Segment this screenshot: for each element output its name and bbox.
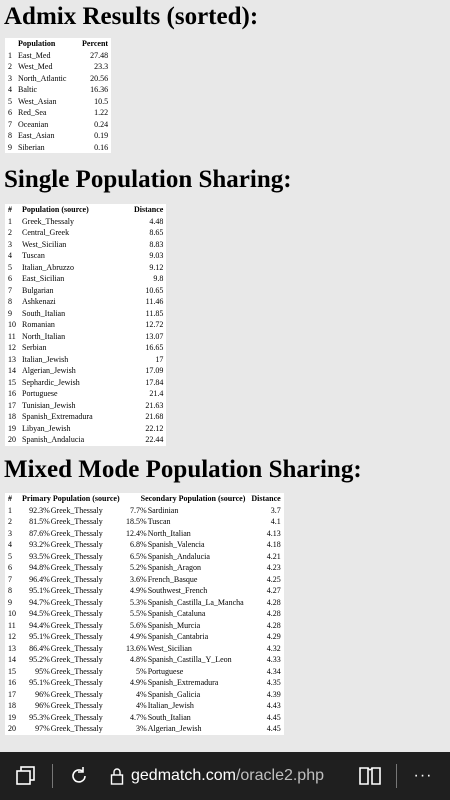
- row-number: 4: [8, 251, 12, 260]
- secondary-population: West_Sicilian: [147, 643, 192, 653]
- table-row: [5, 562, 284, 574]
- population-cell: South_Italian: [22, 308, 66, 318]
- single-population-table: [5, 204, 166, 446]
- secondary-percent: 7.7%: [130, 505, 147, 515]
- distance-cell: 4.27: [266, 586, 281, 595]
- distance-cell: 4.43: [266, 701, 281, 710]
- table-row: [5, 574, 284, 586]
- primary-population: Greek_Thessaly: [50, 701, 103, 710]
- column-header: #: [8, 494, 12, 503]
- table-row: [5, 296, 166, 308]
- population-cell: East_Asian: [18, 131, 55, 140]
- row-number: 15: [8, 666, 16, 676]
- primary-population: Greek_Thessaly: [50, 505, 103, 515]
- population-cell: North_Italian: [22, 331, 66, 341]
- reading-view-icon[interactable]: [358, 764, 382, 788]
- table-row: [5, 250, 166, 262]
- table-row: [5, 654, 284, 666]
- row-number: 5: [8, 551, 12, 561]
- secondary-population: Spanish_Andalucia: [147, 551, 210, 561]
- table-row: [5, 597, 284, 609]
- table-row: [5, 50, 111, 62]
- population-cell: Tuscan: [22, 251, 45, 260]
- value-cell: 17.09: [145, 366, 164, 375]
- secondary-percent: 12.4%: [126, 528, 147, 538]
- primary-percent: 93.2%: [29, 540, 50, 549]
- secondary-percent: 18.5%: [126, 517, 147, 526]
- table-row: [5, 723, 284, 735]
- population-cell: Red_Sea: [18, 108, 47, 117]
- table-row: [5, 505, 284, 517]
- primary-percent: 86.4%: [29, 643, 50, 653]
- primary-percent: 93.5%: [29, 551, 50, 561]
- primary-population: Greek_Thessaly: [50, 609, 103, 618]
- distance-cell: 4.33: [266, 655, 281, 664]
- row-number: 9: [8, 597, 12, 607]
- distance-cell: 4.39: [266, 689, 281, 699]
- table-row: [5, 677, 284, 689]
- table-row: [5, 377, 166, 389]
- value-cell: 10.5: [94, 96, 109, 106]
- column-header: [5, 38, 15, 50]
- column-header: Distance: [251, 494, 281, 503]
- distance-cell: 4.32: [266, 643, 281, 653]
- primary-population: Greek_Thessaly: [50, 632, 103, 641]
- table-row: [5, 354, 166, 366]
- secondary-population: Italian_Jewish: [147, 701, 194, 710]
- row-number: 6: [8, 274, 12, 283]
- distance-cell: 4.35: [266, 678, 281, 687]
- population-cell: Tunisian_Jewish: [22, 400, 76, 410]
- table-row: [5, 331, 166, 343]
- primary-population: Greek_Thessaly: [50, 712, 103, 722]
- value-cell: 8.83: [149, 239, 164, 249]
- population-cell: East_Sicilian: [22, 274, 65, 283]
- browser-bottom-bar: [0, 752, 450, 800]
- row-number: 4: [8, 540, 12, 549]
- value-cell: 12.72: [145, 320, 164, 329]
- primary-percent: 94.5%: [29, 609, 50, 618]
- value-cell: 0.19: [94, 131, 109, 140]
- table-row: [5, 319, 166, 331]
- row-number: 7: [8, 119, 12, 129]
- table-row: [5, 643, 284, 655]
- secondary-percent: 4%: [136, 701, 147, 710]
- population-cell: Siberian: [18, 142, 45, 152]
- address-bar[interactable]: [131, 767, 324, 785]
- secondary-percent: 4%: [136, 689, 147, 699]
- table-row: [5, 365, 166, 377]
- secondary-percent: 3%: [136, 724, 147, 733]
- column-header: Distance: [134, 205, 164, 214]
- row-number: 16: [8, 389, 16, 398]
- row-number: 3: [8, 528, 12, 538]
- row-number: 5: [8, 96, 12, 106]
- row-number: 17: [8, 400, 16, 410]
- population-cell: Libyan_Jewish: [22, 423, 71, 433]
- row-number: 2: [8, 228, 12, 237]
- row-number: 20: [8, 724, 16, 733]
- primary-population: Greek_Thessaly: [50, 620, 103, 630]
- divider: [396, 764, 397, 788]
- primary-population: Greek_Thessaly: [50, 563, 103, 572]
- population-cell: Spanish_Extremadura: [22, 412, 93, 421]
- row-number: 8: [8, 297, 12, 306]
- row-number: 13: [8, 643, 16, 653]
- column-header: Population (source): [22, 205, 89, 214]
- distance-cell: 4.28: [266, 597, 281, 607]
- value-cell: 10.65: [145, 285, 164, 295]
- value-cell: 0.24: [94, 119, 109, 129]
- mixed-mode-title: Mixed Mode Population Sharing:: [4, 456, 362, 483]
- secondary-population: Southwest_French: [147, 586, 208, 595]
- secondary-population: Spanish_Cataluna: [147, 609, 206, 618]
- row-number: 17: [8, 689, 16, 699]
- table-row: [5, 689, 284, 701]
- primary-population: Greek_Thessaly: [50, 724, 103, 733]
- table-row: [5, 712, 284, 724]
- secondary-percent: 4.9%: [130, 632, 147, 641]
- value-cell: 22.12: [145, 423, 164, 433]
- primary-population: Greek_Thessaly: [50, 597, 103, 607]
- value-cell: 9.12: [149, 262, 164, 272]
- population-cell: East_Med: [18, 50, 51, 60]
- value-cell: 21.63: [145, 400, 164, 410]
- row-number: 12: [8, 343, 16, 352]
- table-row: [5, 631, 284, 643]
- table-row: [5, 608, 284, 620]
- table-row: [5, 130, 111, 142]
- population-cell: Portuguese: [22, 389, 58, 398]
- secondary-population: Spanish_Valencia: [147, 540, 205, 549]
- row-number: 14: [8, 366, 16, 375]
- column-header: Percent: [82, 39, 109, 48]
- table-row: [5, 516, 284, 528]
- single-population-title: Single Population Sharing:: [4, 166, 292, 193]
- table-row: [5, 216, 166, 228]
- secondary-percent: 4.9%: [130, 586, 147, 595]
- column-header: Population: [18, 39, 56, 48]
- row-number: 6: [8, 563, 12, 572]
- primary-percent: 96%: [35, 701, 50, 710]
- population-cell: Oceanian: [18, 119, 49, 129]
- primary-percent: 94.7%: [29, 597, 50, 607]
- row-number: 15: [8, 377, 16, 387]
- population-cell: Bulgarian: [22, 285, 54, 295]
- primary-population: Greek_Thessaly: [50, 540, 103, 549]
- value-cell: 8.65: [149, 228, 164, 237]
- table-row: [5, 666, 284, 678]
- table-row: [5, 73, 111, 85]
- population-cell: West_Med: [18, 62, 53, 71]
- distance-cell: 4.23: [266, 563, 281, 572]
- population-cell: Algerian_Jewish: [22, 366, 76, 375]
- value-cell: 4.48: [149, 216, 164, 226]
- primary-population: Greek_Thessaly: [50, 528, 103, 538]
- refresh-icon[interactable]: [67, 764, 91, 788]
- table-row: [5, 61, 111, 73]
- population-cell: Ashkenazi: [22, 297, 56, 306]
- table-row: [5, 434, 166, 446]
- secondary-population: Spanish_Castilla_La_Mancha: [147, 597, 244, 607]
- table-row: [5, 411, 166, 423]
- secondary-population: Spanish_Aragon: [147, 563, 202, 572]
- row-number: 19: [8, 712, 16, 722]
- primary-population: Greek_Thessaly: [50, 689, 103, 699]
- table-row: [5, 423, 166, 435]
- url-path: /oracle2.php: [235, 767, 324, 784]
- distance-cell: 4.45: [266, 724, 281, 733]
- secondary-population: Portuguese: [147, 666, 184, 676]
- primary-percent: 92.3%: [29, 505, 50, 515]
- value-cell: 20.56: [90, 73, 109, 83]
- value-cell: 1.22: [94, 108, 109, 117]
- row-number: 6: [8, 108, 12, 117]
- population-cell: Central_Greek: [22, 228, 70, 237]
- primary-population: Greek_Thessaly: [50, 655, 103, 664]
- row-number: 18: [8, 412, 16, 421]
- distance-cell: 4.28: [266, 620, 281, 630]
- secondary-percent: 6.5%: [130, 551, 147, 561]
- primary-population: Greek_Thessaly: [50, 517, 103, 526]
- value-cell: 11.85: [145, 308, 164, 318]
- primary-percent: 95.1%: [29, 586, 50, 595]
- population-cell: West_Sicilian: [22, 239, 67, 249]
- population-cell: Italian_Jewish: [22, 354, 69, 364]
- value-cell: 16.36: [90, 85, 109, 94]
- tabs-icon[interactable]: [14, 764, 38, 788]
- primary-percent: 95.3%: [29, 712, 50, 722]
- row-number: 4: [8, 85, 12, 94]
- primary-population: Greek_Thessaly: [50, 574, 103, 584]
- secondary-percent: 4.8%: [130, 655, 147, 664]
- table-row: [5, 239, 166, 251]
- table-row: [5, 400, 166, 412]
- row-number: 1: [8, 216, 12, 226]
- distance-cell: 4.25: [266, 574, 281, 584]
- population-cell: Baltic: [18, 85, 38, 94]
- primary-percent: 95.1%: [29, 678, 50, 687]
- secondary-population: Tuscan: [147, 517, 171, 526]
- row-number: 2: [8, 517, 12, 526]
- table-row: [5, 107, 111, 119]
- distance-cell: 3.7: [270, 505, 281, 515]
- table-row: [5, 342, 166, 354]
- table-row: [5, 539, 284, 551]
- primary-population: Greek_Thessaly: [50, 586, 103, 595]
- value-cell: 21.68: [145, 412, 164, 421]
- secondary-percent: 4.9%: [130, 678, 147, 687]
- row-number: 9: [8, 142, 12, 152]
- value-cell: 9.8: [153, 274, 164, 283]
- table-row: [5, 388, 166, 400]
- value-cell: 11.46: [145, 297, 164, 306]
- distance-cell: 4.45: [266, 712, 281, 722]
- population-cell: West_Asian: [18, 96, 57, 106]
- secondary-percent: 5.5%: [130, 609, 147, 618]
- secondary-population: French_Basque: [147, 574, 198, 584]
- table-row: [5, 119, 111, 131]
- row-number: 20: [8, 435, 16, 444]
- secondary-population: Spanish_Extremadura: [147, 678, 219, 687]
- population-cell: Romanian: [22, 320, 55, 329]
- primary-percent: 94.4%: [29, 620, 50, 630]
- primary-percent: 95%: [35, 666, 50, 676]
- primary-percent: 96.4%: [29, 574, 50, 584]
- column-header: Primary Population (source): [22, 494, 120, 503]
- url-host: gedmatch.com: [131, 767, 236, 784]
- table-header-row: [5, 204, 166, 216]
- row-number: 2: [8, 62, 12, 71]
- distance-cell: 4.29: [266, 632, 281, 641]
- row-number: 7: [8, 285, 12, 295]
- row-number: 8: [8, 586, 12, 595]
- mixed-mode-table: [5, 493, 284, 735]
- table-row: [5, 227, 166, 239]
- population-cell: Spanish_Andalucia: [22, 435, 85, 444]
- row-number: 1: [8, 505, 12, 515]
- table-row: [5, 273, 166, 285]
- row-number: 8: [8, 131, 12, 140]
- value-cell: 23.3: [94, 62, 109, 71]
- secondary-population: Spanish_Cantabria: [147, 632, 209, 641]
- primary-population: Greek_Thessaly: [50, 643, 103, 653]
- row-number: 12: [8, 632, 16, 641]
- row-number: 5: [8, 262, 12, 272]
- column-header: Secondary Population (source): [140, 494, 246, 503]
- row-number: 9: [8, 308, 12, 318]
- row-number: 1: [8, 50, 12, 60]
- value-cell: 21.4: [149, 389, 164, 398]
- secondary-percent: 5.3%: [130, 597, 147, 607]
- divider: [52, 764, 53, 788]
- value-cell: 16.65: [145, 343, 164, 352]
- secondary-percent: 3.6%: [130, 574, 147, 584]
- admix-results-title: Admix Results (sorted):: [4, 3, 259, 30]
- secondary-percent: 5%: [136, 666, 147, 676]
- population-cell: Serbian: [22, 343, 47, 352]
- table-row: [5, 285, 166, 297]
- value-cell: 0.16: [94, 142, 109, 152]
- row-number: 3: [8, 73, 12, 83]
- secondary-population: Sardinian: [147, 505, 179, 515]
- table-row: [5, 84, 111, 96]
- distance-cell: 4.34: [266, 666, 281, 676]
- population-cell: Italian_Abruzzo: [22, 262, 74, 272]
- table-row: [5, 262, 166, 274]
- more-icon[interactable]: ···: [413, 767, 433, 784]
- value-cell: 17.84: [145, 377, 164, 387]
- secondary-population: Algerian_Jewish: [147, 724, 202, 733]
- row-number: 11: [8, 620, 16, 630]
- population-cell: North_Atlantic: [18, 73, 67, 83]
- value-cell: 9.03: [149, 251, 164, 260]
- secondary-population: Spanish_Murcia: [147, 620, 201, 630]
- row-number: 19: [8, 423, 16, 433]
- secondary-population: North_Italian: [147, 528, 191, 538]
- secondary-population: Spanish_Castilla_Y_Leon: [147, 655, 232, 664]
- table-row: [5, 142, 111, 154]
- secondary-percent: 4.7%: [130, 712, 147, 722]
- table-row: [5, 308, 166, 320]
- distance-cell: 4.28: [266, 609, 281, 618]
- primary-percent: 87.6%: [29, 528, 50, 538]
- table-row: [5, 585, 284, 597]
- secondary-percent: 5.2%: [130, 563, 147, 572]
- row-number: 10: [8, 320, 16, 329]
- table-header-row: [5, 38, 111, 50]
- secondary-percent: 5.6%: [130, 620, 147, 630]
- table-row: [5, 96, 111, 108]
- population-cell: Greek_Thessaly: [22, 216, 74, 226]
- secondary-percent: 13.6%: [126, 643, 147, 653]
- admix-results-table: [5, 38, 111, 153]
- distance-cell: 4.21: [266, 551, 281, 561]
- table-row: [5, 551, 284, 563]
- primary-percent: 95.1%: [29, 632, 50, 641]
- row-number: 11: [8, 331, 16, 341]
- population-cell: Sephardic_Jewish: [22, 377, 80, 387]
- row-number: 14: [8, 655, 16, 664]
- distance-cell: 4.18: [266, 540, 281, 549]
- primary-population: Greek_Thessaly: [50, 678, 103, 687]
- primary-percent: 94.8%: [29, 563, 50, 572]
- row-number: 16: [8, 678, 16, 687]
- distance-cell: 4.13: [266, 528, 281, 538]
- primary-percent: 96%: [35, 689, 50, 699]
- value-cell: 22.44: [145, 435, 164, 444]
- secondary-population: South_Italian: [147, 712, 191, 722]
- table-header-row: [5, 493, 284, 505]
- primary-percent: 97%: [35, 724, 50, 733]
- primary-percent: 81.5%: [29, 517, 50, 526]
- table-row: [5, 620, 284, 632]
- table-row: [5, 528, 284, 540]
- secondary-percent: 6.8%: [130, 540, 147, 549]
- row-number: 18: [8, 701, 16, 710]
- row-number: 10: [8, 609, 16, 618]
- row-number: 3: [8, 239, 12, 249]
- lock-icon: [109, 764, 125, 788]
- primary-population: Greek_Thessaly: [50, 666, 103, 676]
- table-row: [5, 700, 284, 712]
- column-header: #: [8, 205, 12, 214]
- distance-cell: 4.1: [270, 517, 281, 526]
- value-cell: 17: [155, 354, 164, 364]
- row-number: 13: [8, 354, 16, 364]
- value-cell: 13.07: [145, 331, 164, 341]
- primary-percent: 95.2%: [29, 655, 50, 664]
- secondary-population: Spanish_Galicia: [147, 689, 201, 699]
- value-cell: 27.48: [90, 50, 109, 60]
- primary-population: Greek_Thessaly: [50, 551, 103, 561]
- row-number: 7: [8, 574, 12, 584]
